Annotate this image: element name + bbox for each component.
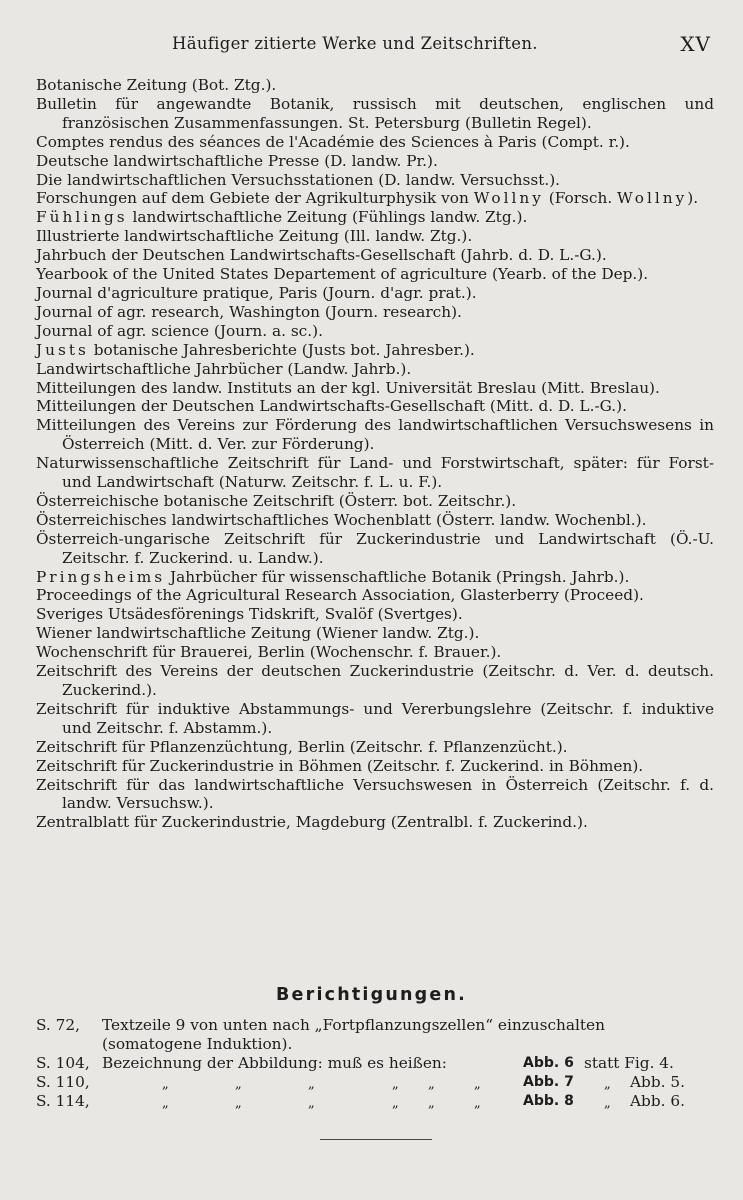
reference-entry	[36, 208, 714, 227]
ditto-mark: „	[308, 1077, 315, 1092]
entry-text: Jahrbuch der Deutschen Landwirtschafts-Gesellschaft (Jahrb. d. D. L.-G.).	[36, 246, 607, 265]
entry-text: Österreichisches landwirtschaftliches Wochenblatt (Österr. landw. Wochenbl.).	[36, 510, 647, 529]
entry-text: Naturwissenschaftliche Zeitschrift für Land- und Forstwirtschaft, später: für Forst- und Landwirtschaft (Naturw. Zeitschr. f. L. u. F.).	[36, 454, 714, 492]
reference-entry	[36, 322, 714, 341]
entry-text: Wiener landwirtschaftliche Zeitung (Wiener landw. Ztg.).	[36, 624, 480, 643]
entry-text: Zeitschrift für induktive Abstammungs- und Vererbungslehre (Zeitschr. f. induktive und Zeitschr. f. Abstamm.).	[36, 699, 714, 737]
reference-entry	[36, 76, 714, 95]
entry-text: Zeitschrift für Zuckerindustrie in Böhmen (Zeitschr. f. Zuckerind. in Böhmen).	[36, 756, 644, 775]
correction-text-continued: (somatogene Induktion).	[102, 1035, 293, 1053]
reference-entry	[36, 813, 714, 832]
reference-entry	[36, 624, 714, 643]
spaced-name: Justs	[36, 340, 89, 359]
entry-text: Forschungen auf dem Gebiete der Agrikulturphysik von	[36, 189, 474, 208]
reference-entry	[36, 133, 714, 152]
correction-row	[36, 1054, 716, 1073]
entry-text: Deutsche landwirtschaftliche Presse (D. landw. Pr.).	[36, 151, 438, 170]
reference-entry	[36, 492, 714, 511]
reference-entry	[36, 265, 714, 284]
correction-old-label: Abb. 5.	[630, 1073, 685, 1091]
reference-entry	[36, 454, 714, 492]
reference-entry	[36, 643, 714, 662]
entry-text: Österreichische botanische Zeitschrift (Österr. bot. Zeitschr.).	[36, 491, 517, 510]
reference-entry	[36, 152, 714, 171]
entry-text: (Forsch.	[543, 189, 618, 208]
reference-entry	[36, 738, 714, 757]
entry-text: Illustrierte landwirtschaftliche Zeitung (Ill. landw. Ztg.).	[36, 227, 473, 246]
running-head	[0, 32, 743, 56]
entry-text: Comptes rendus des séances de l'Académie des Sciences à Paris (Compt. r.).	[36, 132, 630, 151]
ditto-mark: „	[162, 1077, 169, 1092]
correction-page-ref: S. 110,	[36, 1073, 90, 1091]
reference-entry	[36, 284, 714, 303]
entry-text: Zeitschrift des Vereins der deutschen Zuckerindustrie (Zeitschr. d. Ver. d. deutsch. Zuckerind.).	[36, 662, 714, 699]
entry-text: Zeitschrift für Pflanzenzüchtung, Berlin (Zeitschr. f. Pflanzenzücht.).	[36, 737, 568, 756]
reference-entry	[36, 360, 714, 379]
spaced-name: Wollny	[473, 189, 544, 208]
entry-text: Journal of agr. research, Washington (Journ. research).	[36, 302, 462, 321]
correction-page-ref: S. 114,	[36, 1092, 90, 1110]
reference-entry	[36, 700, 714, 738]
reference-entry	[36, 189, 714, 208]
correction-page-ref: S. 104,	[36, 1054, 90, 1072]
reference-entry	[36, 568, 714, 587]
reference-entry	[36, 246, 714, 265]
spaced-name: Pringsheims	[36, 567, 166, 586]
entry-text: Wochenschrift für Brauerei, Berlin (Wochenschr. f. Brauer.).	[36, 643, 502, 662]
entry-text: Zentralblatt für Zuckerindustrie, Magdeburg (Zentralbl. f. Zuckerind.).	[36, 813, 588, 832]
entry-text: Journal of agr. science (Journ. a. sc.).	[36, 321, 323, 340]
entry-text: Proceedings of the Agricultural Research Association, Glasterberry (Proceed).	[36, 586, 644, 605]
reference-entry	[36, 397, 714, 416]
spaced-name: Wollny	[617, 189, 688, 208]
entry-text: landwirtschaftliche Zeitung (Fühlings landw. Ztg.).	[127, 208, 528, 227]
entry-text: Jahrbücher für wissenschaftliche Botanik (Pringsh. Jahrb.).	[165, 567, 630, 586]
reference-entry	[36, 341, 714, 360]
ditto-mark: „	[428, 1077, 435, 1092]
entry-text: Sveriges Utsädesförenings Tidskrift, Svalöf (Svertges).	[36, 605, 463, 624]
correction-text: Textzeile 9 von unten nach „Fortpflanzungszellen“ einzuschalten	[102, 1016, 605, 1034]
ditto-mark: „	[235, 1077, 242, 1092]
entry-text: Bulletin für angewandte Botanik, russisch mit deutschen, englischen und französischen Zusammenfassungen. St. Petersburg (Bulletin Regel).	[36, 94, 714, 132]
correction-row-continuation	[36, 1035, 716, 1054]
entry-text: Yearbook of the United States Departement of agriculture (Yearb. of the Dep.).	[36, 265, 649, 284]
reference-entry	[36, 303, 714, 322]
ditto-mark: „	[474, 1077, 481, 1092]
reference-entry	[36, 227, 714, 246]
reference-entry	[36, 379, 714, 398]
ditto-mark: „	[604, 1096, 611, 1111]
correction-old-label: statt Fig. 4.	[584, 1054, 674, 1072]
correction-old-label: Abb. 6.	[630, 1092, 685, 1110]
entry-text: Österreich-ungarische Zeitschrift für Zuckerindustrie und Landwirtschaft (Ö.-U. Zeitschr. f. Zuckerind. u. Landw.).	[36, 529, 714, 567]
reference-entry	[36, 530, 714, 568]
correction-row	[36, 1016, 716, 1035]
ditto-mark: „	[604, 1077, 611, 1092]
correction-new-label: Abb. 6	[523, 1055, 574, 1071]
corrections-list	[36, 1016, 716, 1111]
entry-text: Mitteilungen des landw. Instituts an der kgl. Universität Breslau (Mitt. Breslau).	[36, 378, 660, 397]
entry-text: Zeitschrift für das landwirtschaftliche Versuchswesen in Österreich (Zeitschr. f. d. landw. Versuchsw.).	[36, 775, 714, 813]
entry-text: Mitteilungen der Deutschen Landwirtschafts-Gesellschaft (Mitt. d. D. L.-G.).	[36, 397, 627, 416]
correction-row	[36, 1073, 716, 1092]
entry-text: Botanische Zeitung (Bot. Ztg.).	[36, 76, 277, 94]
entry-text: botanische Jahresberichte (Justs bot. Jahresber.).	[88, 340, 475, 359]
reference-list	[36, 76, 714, 832]
entry-text: Die landwirtschaftlichen Versuchsstationen (D. landw. Versuchsst.).	[36, 170, 561, 189]
ditto-mark: „	[474, 1096, 481, 1111]
ditto-mark: „	[162, 1096, 169, 1111]
corrections-heading: Berichtigungen.	[276, 985, 467, 1005]
ditto-mark: „	[392, 1096, 399, 1111]
page-number: XV	[680, 32, 711, 56]
ditto-mark: „	[428, 1096, 435, 1111]
correction-new-label: Abb. 8	[523, 1093, 574, 1109]
reference-entry	[36, 171, 714, 190]
entry-text: Landwirtschaftliche Jahrbücher (Landw. Jahrb.).	[36, 359, 412, 378]
closing-rule	[320, 1139, 432, 1140]
entry-text: Journal d'agriculture pratique, Paris (Journ. d'agr. prat.).	[36, 283, 477, 302]
spaced-name: Fühlings	[36, 208, 128, 227]
running-head-title: Häufiger zitierte Werke und Zeitschriften.	[172, 34, 538, 53]
correction-row	[36, 1092, 716, 1111]
reference-entry	[36, 776, 714, 814]
correction-new-label: Abb. 7	[523, 1074, 574, 1090]
ditto-mark: „	[235, 1096, 242, 1111]
correction-page-ref: S. 72,	[36, 1016, 80, 1034]
reference-entry	[36, 511, 714, 530]
reference-entry	[36, 757, 714, 776]
reference-entry	[36, 416, 714, 454]
reference-entry	[36, 662, 714, 700]
ditto-mark: „	[392, 1077, 399, 1092]
reference-entry	[36, 95, 714, 133]
reference-entry	[36, 586, 714, 605]
entry-text: ).	[687, 189, 699, 208]
correction-text: Bezeichnung der Abbildung: muß es heißen:	[102, 1054, 447, 1072]
entry-text: Mitteilungen des Vereins zur Förderung des landwirtschaftlichen Versuchswesens in Österreich (Mitt. d. Ver. zur Förderung).	[36, 416, 714, 454]
ditto-mark: „	[308, 1096, 315, 1111]
reference-entry	[36, 605, 714, 624]
